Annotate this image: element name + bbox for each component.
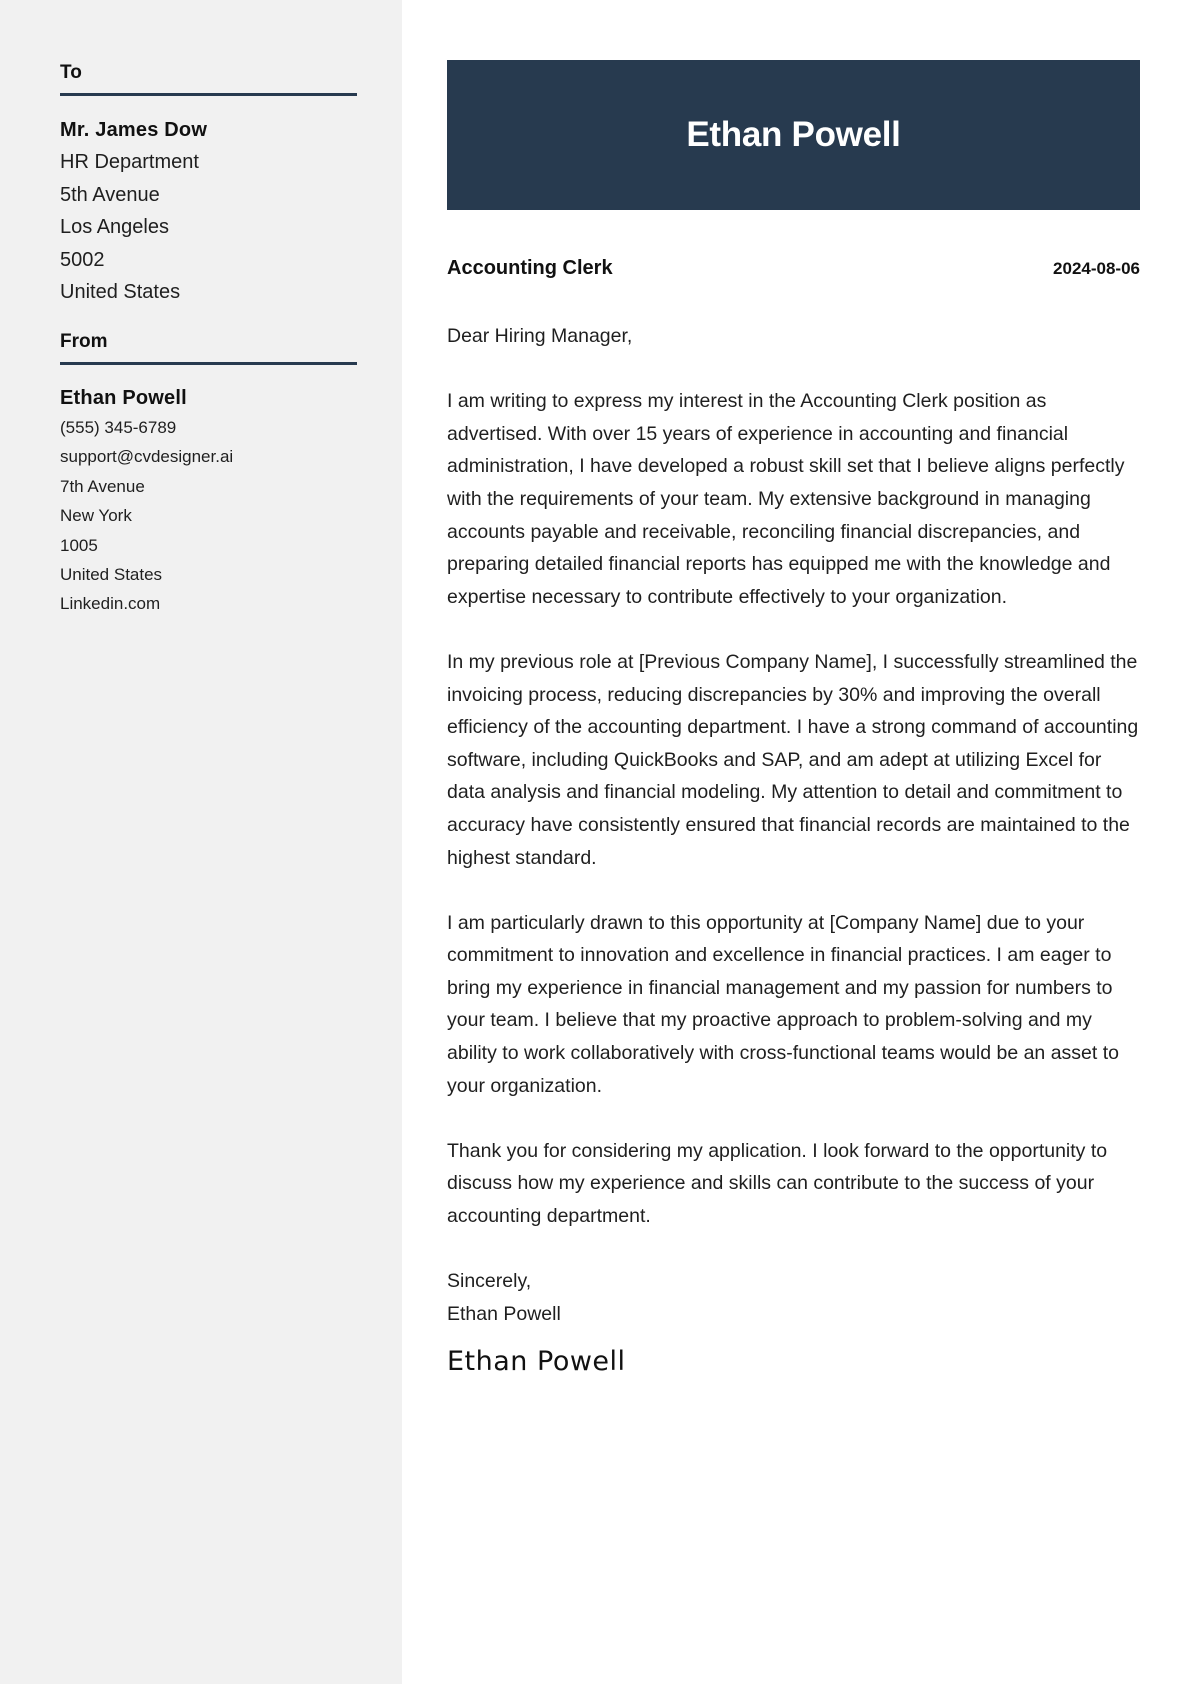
to-heading: To [60,62,357,96]
sender-email: support@cvdesigner.ai [60,447,234,467]
sender-street: 7th Avenue [60,476,145,496]
sidebar [0,0,402,1684]
sender-country: United States [60,565,163,584]
recipient-street: 5th Avenue [60,183,160,206]
closing: Sincerely, [447,1270,532,1293]
letter-body [447,320,1140,1379]
body-paragraph-4: Thank you for considering my application. I look forward to the opportunity to discuss how my experience and skills can contribute to the success of your accounting department. [447,1139,1108,1228]
sender-name: Ethan Powell [60,386,187,409]
salutation: Dear Hiring Manager, [447,325,633,347]
body-paragraph-1: I am writing to express my interest in the Accounting Clerk position as advertised. With over 15 years of experience in accounting and financial administration, I have developed a robust skill set that I believe aligns perfectly with the requirements of your team. My extensive background in managing accounts payable and receivable, reconciling financial discrepancies, and preparing detailed financial reports has equipped me with the knowledge and expertise necessary to contribute effectively to your organization. [447,390,1125,608]
sender-phone: (555) 345-6789 [60,417,177,437]
recipient-block [60,114,357,309]
letter-meta-row [447,257,1140,280]
sender-linkedin: Linkedin.com [60,594,161,614]
from-heading: From [60,331,357,365]
recipient-department: HR Department [60,151,199,173]
job-title: Accounting Clerk [447,257,613,279]
recipient-name: Mr. James Dow [60,119,208,141]
recipient-postcode: 5002 [60,248,105,271]
name-banner [447,60,1140,210]
body-paragraph-2: In my previous role at [Previous Company Name], I successfully streamlined the invoicing process, reducing discrepancies by 30% and improving the overall efficiency of the accounting department. I have a strong command of accounting software, including QuickBooks and SAP, and am adept at utilizing Excel for data analysis and financial modeling. My attention to detail and commitment to accuracy have consistently ensured that financial records are maintained to the highest standard. [447,650,1139,869]
sender-city: New York [60,506,132,526]
sender-postcode: 1005 [60,535,98,555]
closing-name: Ethan Powell [447,1302,561,1325]
body-paragraph-3: I am particularly drawn to this opportunity at [Company Name] due to your commitment to innovation and excellence in financial practices. I am eager to bring my experience in financial management and my passion for numbers to your team. I believe that my proactive approach to problem-solving and my ability to work collaboratively with cross-functional teams would be an asset to your organization. [447,911,1119,1097]
sender-block [60,383,357,619]
letter-main [402,0,1200,1684]
letter-date: 2024-08-06 [1053,259,1140,278]
recipient-city: Los Angeles [60,216,169,239]
from-section [60,331,357,619]
recipient-country: United States [60,281,181,304]
applicant-name: Ethan Powell [686,115,901,154]
signature: Ethan Powell [447,1346,626,1378]
to-section [60,62,357,309]
